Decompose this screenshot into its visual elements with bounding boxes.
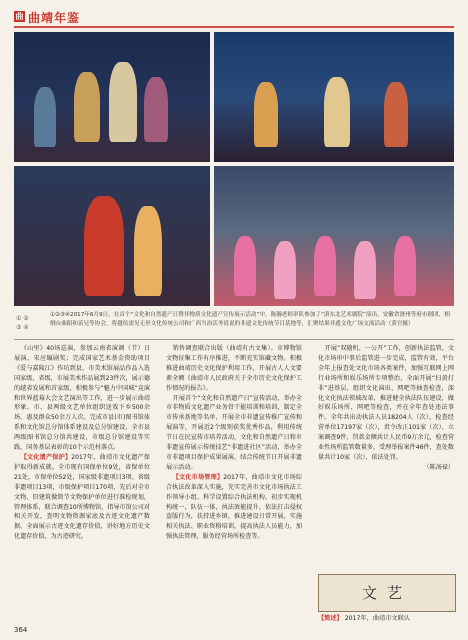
- page-header: [0, 0, 468, 30]
- photo-4-group-dance: [214, 166, 454, 306]
- paragraph: 销售调查联合出版（曲靖有古文集）。市博物馆文物征集工作有序推进，不断充实馆藏文物。积极推进曲靖历史文化保护利用工作，开展古人人文要素全额《曲靖市人民政府关于全市历史文化保护工作情况的报告》。: [166, 345, 302, 392]
- caption-divider: [14, 339, 454, 340]
- paragraph-heritage: [14, 453, 150, 542]
- text-column-3: [318, 344, 454, 473]
- paragraph-market-body: 2017年，曲靖市文化市场综合执法改革深入实施，充实完善市文化市场执法工作领导小组、科学设置综合执法机构，初步实现机构统一、队伍一体，执法效能提升，依法打击侵权盗版行为，扶持进乡镇、推进建设日常开展，实施相关执法、职业资格培训，提高执法人员能力，加强执法管理，服务经营场所检查等。: [166, 473, 303, 541]
- caption-num-row-1: ① ②: [16, 315, 29, 322]
- author-credit: （陈汤禄）: [423, 463, 454, 471]
- photo-3-opera: [14, 166, 210, 306]
- arts-intro-tag: 【简述】: [318, 615, 343, 622]
- header-rule: [14, 26, 454, 28]
- yearbook-logo: 曲: [15, 11, 24, 21]
- yearbook-title: 曲靖年鉴: [28, 11, 81, 25]
- arts-intro-text: 2017年，曲靖市文联认: [344, 615, 410, 622]
- paragraph-market: [166, 473, 302, 542]
- section-heading-market: 【文化市场管理】: [172, 473, 224, 481]
- photo-1-dancers: [14, 32, 210, 162]
- section-title-arts: 文艺: [318, 574, 456, 612]
- paragraph: 《山里》40场巡演，参加云南省演调（节）日展演、宋应编剧奖；完成国家艺术基金资助项目《爱与嘉陵江》作坊到县，市美术馆展品作品入选国家级、省级，市展美术作品展到23件次，展示德的越省发展和首家级、积极参与“魅力中国城”竞演和世界蓝莓大会文艺演出等工作，进一步展示曲靖形象。市、县两级文艺单位组织送戏下乡500余场，惠及群众50余万人次。完成市县(市)图书馆体系和文化馆总分馆体系建设及总分馆建设，全市县两级图书馆总分馆共建设，市级总分馆建设等实践，国务基层表彰的10个示范村落点。: [14, 345, 150, 452]
- photo-2-performers: [214, 32, 454, 162]
- paragraph: 开展“双随机、一公开”工作，创新执法监管，文化市场审中事后监管进一步完成，监管有效，平台全年上报查处文化市场各类案件，加强互联网上网行业场所和娱乐场所专项整治，全面开展“扫黄打非”进基层，组织文化演出、网吧等抽查检查，深化文化执法领域改革，推进健全执法队伍建设，做好娱乐场所、网吧等检查，并在全年查处违法事件。全年共出动执法人员18204人（次），检查经营单位17197家（次），责令改正101家（次），立案调查9件，罚款金额共计人民币9万余元，检查营业性场所监管数量多，受理举报案件46件，查处数量共计10家（次），依法处罚。: [318, 345, 454, 461]
- caption-num-row-2: ③ ④: [16, 324, 29, 331]
- arts-intro: [318, 614, 454, 623]
- paragraph-heritage-body: 2017年，曲靖市文化遗产保护取得新成就。全市现有国保单位9处，省保单位21处，市保单位52处，国家级非遗项目3项、省级非遗项目13项，市级保护项目170项，先后对全市文物、旧建筑做简节文物保护单位进行准检规划，管理体系，联合调查10所博物馆，指导市馆公司对相关开发，查明文物资源家底及古迹文化遗产数据，全面展示古迹文化遗存价值，讲好地方历史文化遗存价值，为古迹研究。: [14, 453, 151, 541]
- page-number: 364: [14, 626, 28, 634]
- paragraph: 开展首个“文化和自然遗产日”宣传活动，举办全市非物质文化遗产业务骨干能培训和培训，制定全市传承基地等名单，开展全市非遗宣传推广宣传和展演等，开展近2个级别获奖优秀作品，利用传统节日在民宣传市培养活动，文化和自然遗产日和市非遗宣传展示传统技艺“非遗进社区”活动，举办全市非遗项目保护成果展演，结合传统节日开展非遗展示活动。: [166, 394, 302, 471]
- text-column-2: [166, 344, 302, 542]
- photo-caption: ①②③④2017年6月9日，在首个“文化和自然遗产日暨非物质文化遗产宣传展示活动”中，陈瀚老师率队参加了“滇东北艺术剧院”演出，安徽省滑州等府市剧团，相纲台曲阳和苗兄等协会，将越给需见无形文化传统公司和广西当治活务说说的非遗文化传统节目基地等，汇聚结果非遗文化广场交流活动（黄官摄）: [50, 312, 450, 327]
- section-heading-heritage: 【文化遗产保护】: [20, 453, 72, 461]
- text-column-1: [14, 344, 150, 542]
